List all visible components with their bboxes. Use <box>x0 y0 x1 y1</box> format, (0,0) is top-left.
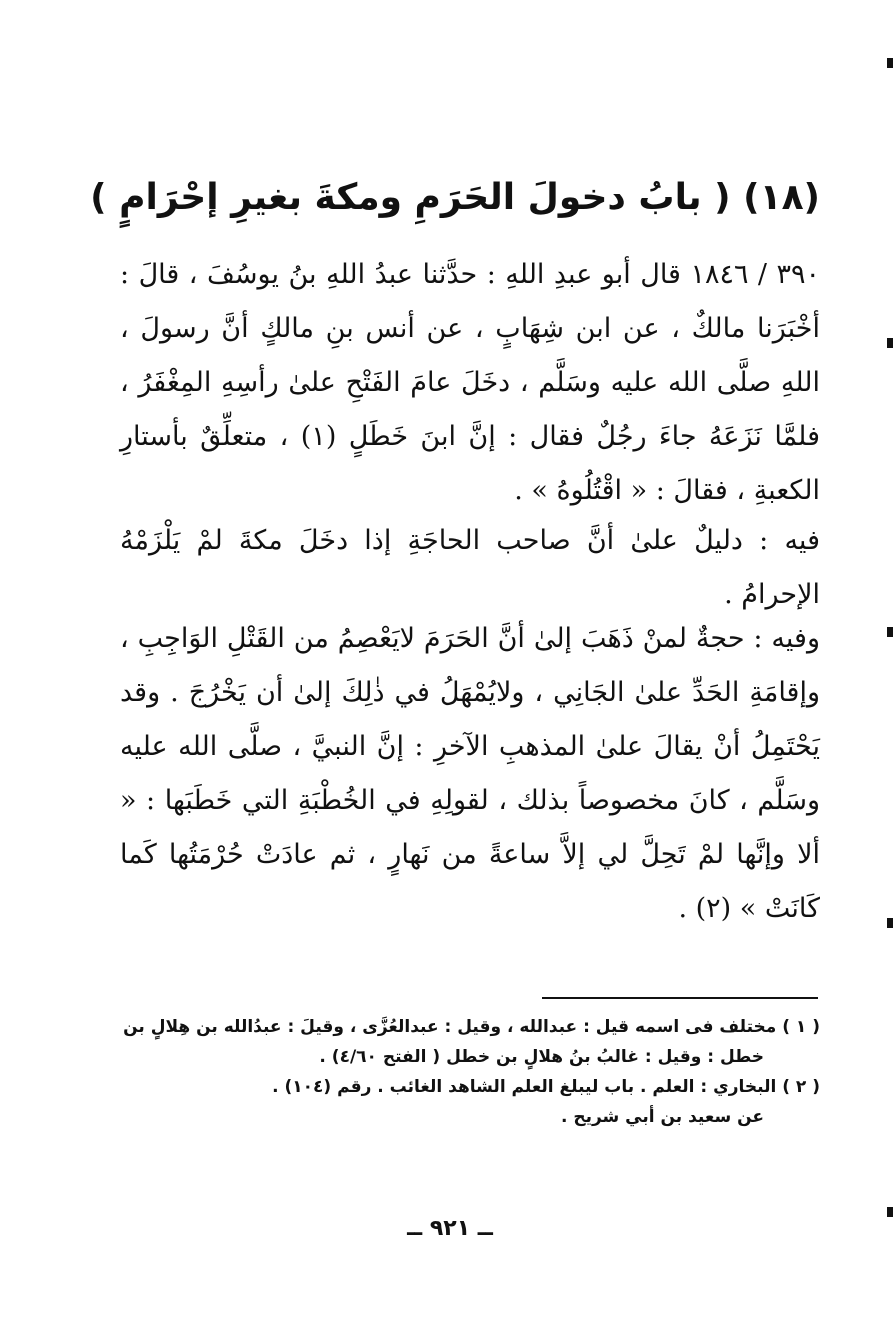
footnote-divider <box>542 997 818 999</box>
hadith-paragraph: ٣٩٠ / ١٨٤٦ قال أبو عبدِ اللهِ : حدَّثنا عبدُ اللهِ بنُ يوسُفَ ، قالَ : أخْبَرَنا مالكٌ ، عن ابن شِهَابٍ ، عن أنس بنِ مالكٍ أنَّ رسولَ ، اللهِ صلَّى الله عليه وسَلَّم ، دخَلَ عامَ الفَتْحِ علىٰ رأسِهِ المِغْفَرُ ، فلمَّا نَزَعَهُ جاءَ رجُلٌ فقال : إنَّ ابنَ خَطَلٍ (١) ، متعلِّقٌ بأستارِ الكعبةِ ، فقالَ : « اقْتُلُوهُ » . <box>120 259 821 506</box>
page-number: ــ ٩٢١ ــ <box>407 1216 493 1241</box>
footnote-2-line-2: عن سعيد بن أبي شريح . <box>560 1107 764 1127</box>
footnotes <box>123 1012 820 1132</box>
chapter-title: (١٨) ( بابُ دخولَ الحَرَمِ ومكةَ بغيرِ إحْرَامٍ ) <box>90 177 820 218</box>
scan-edge-mark <box>887 627 893 637</box>
footnote-2-line-1: ( ٢ ) البخاري : العلم . باب ليبلغ العلم الشاهد الغائب . رقم (١٠٤) . <box>272 1077 820 1097</box>
footnote-1-line-2: خطل : وقيل : غالبُ بنُ هلالٍ بن خطل ( الفتح ٤/٦٠) . <box>319 1047 764 1067</box>
commentary-paragraph-2: وفيه : حجةٌ لمنْ ذَهَبَ إلىٰ أنَّ الحَرَمَ لايَعْصِمُ من القَتْلِ الوَاجِبِ ، وإقامَةِ الحَدِّ علىٰ الجَانِي ، ولايُمْهَلُ في ذٰلِكَ إلىٰ أن يَخْرُجَ . وقد يَحْتَمِلُ أنْ يقالَ علىٰ المذهبِ الآخرِ : إنَّ النبيَّ ، صلَّى الله عليه وسَلَّم ، كانَ مخصوصاً بذلك ، لقولِهِ في الخُطْبَةِ التي خَطَبَها : « ألا وإنَّها لمْ تَحِلَّ لي إلاَّ ساعةً من نَهارٍ ، ثم عادَتْ حُرْمَتُها كَما كَانَتْ » (٢) . <box>120 623 820 924</box>
scan-edge-mark <box>887 918 893 928</box>
footnote-1-line-1: ( ١ ) مختلف فى اسمه قيل : عبدالله ، وقيل : عبدالعُزَّى ، وقيلَ : عبدُالله بن هِلالٍ بن <box>123 1017 820 1037</box>
scan-edge-mark <box>887 338 893 348</box>
commentary-paragraph-1: فيه : دليلٌ علىٰ أنَّ صاحب الحاجَةِ إذا دخَلَ مكةَ لمْ يَلْزَمْهُ الإحرامُ . <box>120 525 820 610</box>
scan-edge-mark <box>887 58 893 68</box>
scan-edge-mark <box>887 1207 893 1217</box>
